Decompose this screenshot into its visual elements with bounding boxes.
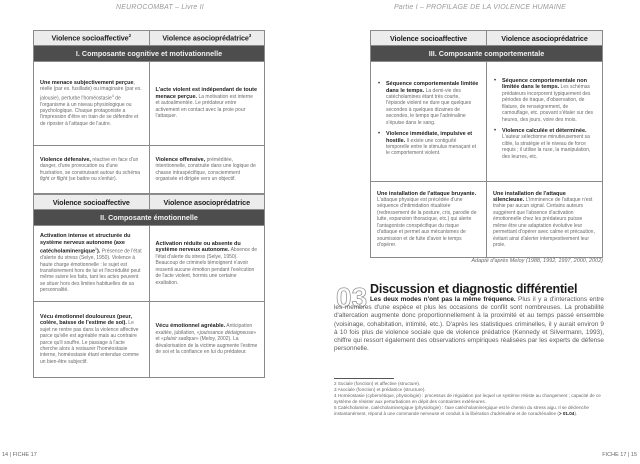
footnotes xyxy=(334,381,604,417)
running-head: NEUROCOMBAT – Livre II xyxy=(116,4,204,11)
bullet-list xyxy=(377,81,480,156)
table-cell: Vécu émotionnel agréable. Anticipation exaltée, jubilation, «jouissance dédaigneuse» et «plaisir sadique» (Meloy, 2002). La dévalorisation de la victime augmente l'estime de soi et la confiance en lui du prédateur. xyxy=(149,302,265,378)
table-row xyxy=(34,226,265,302)
list-item: • Séquence comportementale limitée dans le temps. La demi-vie des catécholamines étant très courte, l'épisode violent ne dure que quelques secondes à quelques dizaines de secondes, le temps que l'adrénaline s'épuise dans le sang. xyxy=(377,81,480,126)
table-cell: Activation réduite ou absente du système nerveux autonome. Absence de l'état d'alerte du stress (Selye, 1950). Beaucoup de criminels témoignent n'avoir ressenti aucune émotion pendant l'exécution de l'acte violent, hormis une certaine exaltation. xyxy=(149,226,265,302)
section-title: II. Composante émotionnelle xyxy=(34,210,265,226)
table-cell: Une installation de l'attaque bruyante. L'attaque physique est précédée d'une séquence d'intimidation ritualisée (redressement de la posture, cris, parodie de lutte, expansion thoracique, etc.) qui alerte l'antagoniste conspécifique du risque d'attaque et permet aux mécanismes de soumission et de fuite d'avoir le temps d'opérer. xyxy=(371,182,487,258)
section-bar xyxy=(34,210,265,226)
table-cell: Une installation de l'attaque silencieuse. L'imminence de l'attaque n'est trahie par aucun signal. Certains auteurs suggèrent que l'absence d'activation émotionnelle chez les prédateurs puisse même être une adaptation évolutive leur permettant d'opérer avec calme et précaution, évitant ainsi d'alerter intempestivement leur proie. xyxy=(487,182,603,258)
table-row xyxy=(34,302,265,378)
comparison-table-cognitive xyxy=(33,30,265,194)
comparison-table-behavioral xyxy=(370,30,603,258)
table-header-row xyxy=(34,31,265,46)
col-header-asociopredatrice: Violence asocioprédatrice xyxy=(487,31,603,46)
table-cell: L'acte violent est indépendant de toute menace perçue. La motivation est interne et autoalimentée. Le prédateur entre activement en contact avec la proie pour l'attaquer. xyxy=(149,62,265,146)
col-header-asociopredatrice: Violence asocioprédatrice xyxy=(149,195,265,210)
cross-reference[interactable]: > 01.04 xyxy=(558,411,575,416)
list-item: • Violence calculée et déterminée. L'auteur sélectionne minutieusement sa cible, la stratégie et le niveau de force requis ; il utilise la ruse, la manipulation, des leurres, etc. xyxy=(493,128,596,160)
footnote: 3 Asociale (fonction) et prédatrice (structure). xyxy=(334,387,426,392)
footnote: 4 Homéostasie (cybernétique, physiologie) : processus de régulation par lequel un système résiste au changement ; capacité de ce système de résister aux perturbations en dépit des contraintes extérieures. xyxy=(334,393,601,404)
table-cell: Activation intense et structurée du système nerveux autonome (axe catécholaminergique$^5$). Présence de l'état d'alerte du stress (Selye, 1950). Violence à haute charge émotionnelle : le sujet est transitoirement hors de lui et l'incrédulité peut même suivre les faits, tant les actes peuvent se situer hors des limites habituelles de sa personnalité. xyxy=(34,226,150,302)
table-row xyxy=(34,62,265,146)
list-item: • Violence immédiate, impulsive et hostile. Il existe une contiguïté temporelle entre le stimulus menaçant et le comportement violent. xyxy=(377,131,480,157)
section-title: I. Composante cognitive et motivationnelle xyxy=(34,46,265,62)
table-cell: Violence défensive, réactive en face d'un danger, d'une provocation ou d'une frustration, se construisant autour du schéma fight or flight (se battre ou s'enfuir). xyxy=(34,146,150,194)
list-item: • Séquence comportementale non limitée dans le temps. Les schémas prédateurs incorporent typiquement des périodes de traque, d'observation, de filature, de renseignement, de camouflage, etc. pouvant s'étaler sur des heures, des jours, voire des mois. xyxy=(493,78,596,123)
footnote: 2 Sociale (fonction) et affective (structure). xyxy=(334,381,421,386)
col-header-asociopredatrice: Violence asocioprédatrice$^3$ xyxy=(149,31,265,46)
footnote: 5 Catécholamine, catécholaminergique (physiologie) : l'axe catécholaminergique est le chemin du stress aigu. Il se déclenche instantanément, répond à une commande nerveuse et conduit à la libération d'adrénaline et de noradrénaline (> 01.04). xyxy=(334,405,589,416)
table-cell: Vécu émotionnel douloureux (peur, colère, baisse de l'estime de soi). Le sujet ne rentre pas dans la violence affective parce qu'elle est agréable mais au contraire parce qu'il souffre. Le passage à l'acte cherche alors à restaurer l'homéostasie interne, homéostasie étant entendue comme un bien-être subjectif. xyxy=(34,302,150,378)
col-header-socioaffective: Violence socioaffective$^2$ xyxy=(34,31,150,46)
table-row xyxy=(34,146,265,194)
section-bar xyxy=(371,46,603,62)
comparison-table-emotional xyxy=(33,194,265,378)
section-body: Les deux modes n'ont pas la même fréquence. Plus il y a d'interactions entre les membres d'une espèce et plus les occasions de conflit sont nombreuses. La probabilité d'altercation augmente donc proportionnellement à la proximité et au temps passé ensemble (voisinage, cohabitation, intimité, etc.). D'après les statistiques criminelles, il y aurait environ 9 à 10 fois plus de violence sociale que de violence prédatrice (Kennedy et Silvermann, 1993), chiffre qui ressort également des observations empiriques réalisées par les experts de défense personnelle. xyxy=(334,296,604,353)
section-heading: Discussion et diagnostic différentiel xyxy=(370,282,578,296)
bullet-list xyxy=(493,78,596,160)
col-header-socioaffective: Violence socioaffective xyxy=(371,31,487,46)
table-header-row xyxy=(34,195,265,210)
page-number: FICHE 17 | 15 xyxy=(602,452,637,458)
table-source-credit: Adapté d'après Meloy (1988, 1992, 1997, 2000, 2002) xyxy=(471,258,603,264)
table-cell xyxy=(487,62,603,182)
section-title: III. Composante comportementale xyxy=(371,46,603,62)
table-row xyxy=(371,182,603,258)
page-number: 14 | FICHE 17 xyxy=(2,452,37,458)
col-header-socioaffective: Violence socioaffective xyxy=(34,195,150,210)
right-page xyxy=(320,0,640,464)
table-row xyxy=(371,62,603,182)
section-number: 03 xyxy=(336,283,368,309)
table-header-row xyxy=(371,31,603,46)
section-bar xyxy=(34,46,265,62)
table-cell: Une menace subjectivement perçue, réelle (par ex. fusillade) ou imaginaire (par ex. jalousie), perturbe l'homéostasie$^4$ de l'organisme à un niveau physiologique ou psychologique. Chaque protagoniste a l'impression d'être en train de se défendre et de riposter à l'attaque de l'autre. xyxy=(34,62,150,146)
table-cell: Violence offensive, préméditée, intentionnelle, construite dans une logique de chasse intraspécifique, consciemment organisée et dirigée vers un objectif. xyxy=(149,146,265,194)
table-cell xyxy=(371,62,487,182)
running-head: Partie I – PROFILAGE DE LA VIOLENCE HUMAINE xyxy=(393,4,567,11)
footnote-divider xyxy=(334,378,394,379)
